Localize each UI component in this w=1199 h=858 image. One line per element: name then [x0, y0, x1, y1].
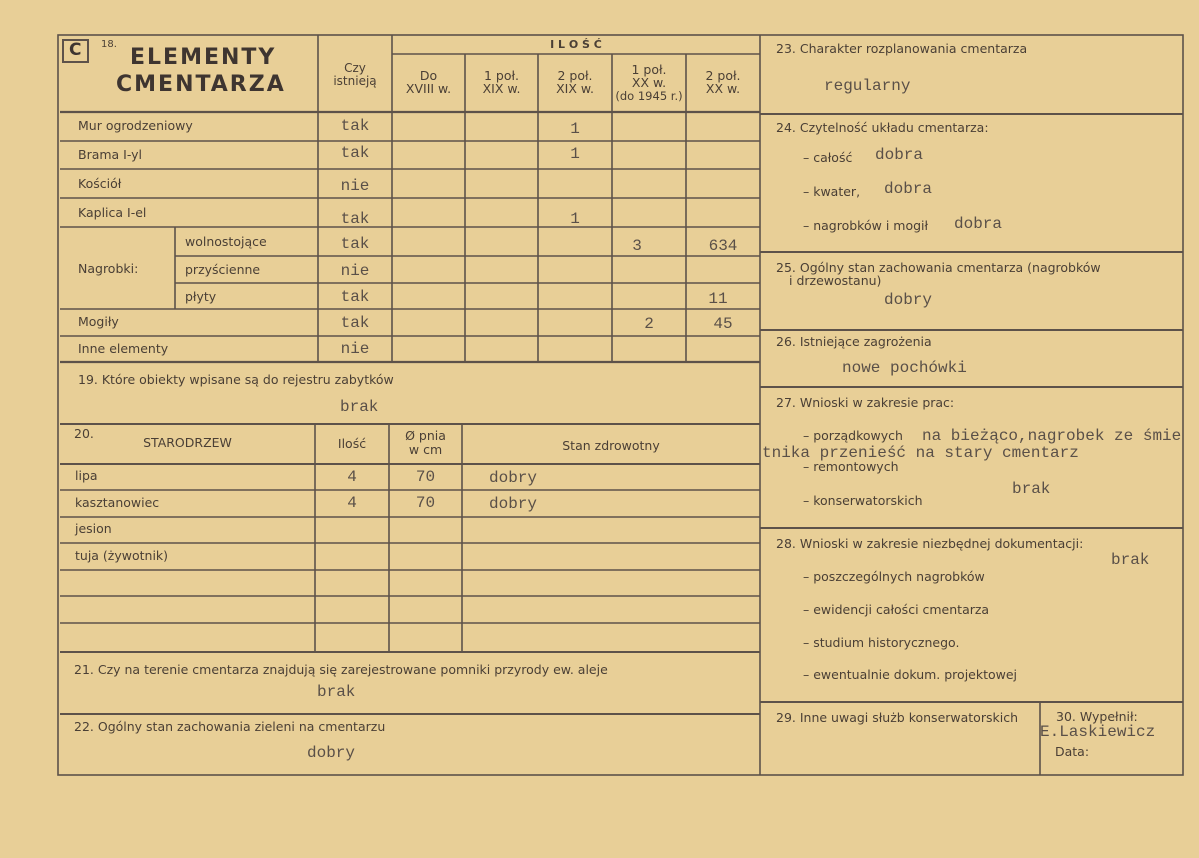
row-inne-exists: nie [340, 340, 370, 358]
q21-value: brak [317, 683, 356, 701]
q28-value: brak [1111, 551, 1150, 569]
q28-item: – studium historycznego. [803, 635, 960, 650]
q24-kwater-value: dobra [884, 180, 933, 198]
q28-item: – poszczególnych nagrobków [803, 569, 985, 584]
tree-row-name: jesion [75, 521, 112, 536]
tree-row-diam: 70 [415, 468, 436, 486]
q25-label-2: i drzewostanu) [789, 273, 882, 288]
q24-nagrobkow-value: dobra [954, 215, 1003, 233]
col-ilosc: I L O Ś Ć [550, 38, 602, 51]
row-kosciol-label: Kościół [78, 176, 122, 191]
row-mogily-p5: 45 [713, 315, 733, 333]
row-plyty-label: płyty [185, 289, 217, 304]
tree-row-health: dobry [489, 495, 538, 513]
q27-label: 27. Wnioski w zakresie prac: [776, 395, 955, 410]
tree-row-name: tuja (żywotnik) [75, 548, 169, 563]
row-plyty-exists: tak [340, 288, 370, 306]
q25-value: dobry [884, 291, 933, 309]
row-brama-exists: tak [340, 144, 370, 162]
q22-value: dobry [307, 744, 356, 762]
q27-konserwatorskich-label: – konserwatorskich [803, 493, 923, 508]
period-4-l1: 1 poł. [631, 62, 667, 77]
row-brama-p3: 1 [570, 145, 580, 163]
row-mur-label: Mur ogrodzeniowy [78, 118, 193, 133]
q26-label: 26. Istniejące zagrożenia [776, 334, 932, 349]
period-1-l2: XVIII w. [405, 81, 452, 96]
period-3-l1: 2 poł. [557, 68, 593, 83]
q20-col-ilosc: Ilość [337, 436, 367, 451]
q27-porzadkowych-value-1: na bieżąco,nagrobek ze śmie [922, 427, 1182, 445]
row-mur-p3: 1 [570, 120, 580, 138]
tree-row-qty: 4 [347, 494, 357, 512]
row-plyty-p5: 11 [708, 290, 728, 308]
row-mur-exists: tak [340, 117, 370, 135]
q24-label: 24. Czytelność układu cmentarza: [776, 120, 989, 135]
row-wolnostojace-p4: 3 [632, 237, 642, 255]
q28-label: 28. Wnioski w zakresie niezbędnej dokumentacji: [776, 536, 1084, 551]
q27-remontowych-label: – remontowych [803, 459, 899, 474]
q19-value: brak [340, 398, 379, 416]
q27-porzadkowych-value-2: tnika przenieść na stary cmentarz [762, 444, 1079, 462]
row-mogily-exists: tak [340, 314, 370, 332]
section-title-line2: CMENTARZA [116, 72, 286, 97]
q21-label: 21. Czy na terenie cmentarza znajdują się zarejestrowane pomniki przyrody ew. aleje [74, 662, 608, 677]
q25-label-1: 25. Ogólny stan zachowania cmentarza (nagrobków [776, 260, 1101, 275]
q23-value: regularny [824, 77, 911, 95]
period-5-l1: 2 poł. [705, 68, 741, 83]
q24-calosc-label: – całość [803, 150, 853, 165]
q30-data-label: Data: [1055, 744, 1090, 759]
row-przyscienne-label: przyścienne [185, 262, 261, 277]
q20-number: 20. [74, 426, 94, 441]
q20-col-stan: Stan zdrowotny [562, 438, 660, 453]
q22-label: 22. Ogólny stan zachowania zieleni na cmentarzu [74, 719, 386, 734]
q27-porzadkowych-label: – porządkowych [803, 428, 903, 443]
period-4-l3: (do 1945 r.) [615, 89, 683, 103]
row-brama-label: Brama I-yl [78, 147, 143, 162]
tree-row-name: lipa [75, 468, 98, 483]
q30-value: E.Laskiewicz [1040, 723, 1156, 741]
period-1-l1: Do [419, 68, 438, 83]
row-kaplica-exists: tak [340, 210, 370, 228]
q20-title: STARODRZEW [143, 435, 232, 450]
row-wolnostojace-exists: tak [340, 235, 370, 253]
row-przyscienne-exists: nie [340, 262, 370, 280]
q20-col-pnia-1: Ø pnia [405, 428, 446, 443]
row-inne-label: Inne elementy [78, 341, 169, 356]
row-mogily-label: Mogiły [78, 314, 119, 329]
q24-calosc-value: dobra [875, 146, 924, 164]
q28-item: – ewidencji całości cmentarza [803, 602, 990, 617]
row-kosciol-exists: nie [340, 177, 370, 195]
q23-label: 23. Charakter rozplanowania cmentarza [776, 41, 1028, 56]
row-kaplica-p3: 1 [570, 210, 580, 228]
q29-label: 29. Inne uwagi służb konserwatorskich [776, 710, 1018, 725]
row-wolnostojace-label: wolnostojące [185, 234, 267, 249]
period-4-l2: XX w. [631, 75, 667, 90]
period-5-l2: XX w. [705, 81, 741, 96]
q19-label: 19. Które obiekty wpisane są do rejestru zabytków [78, 372, 394, 387]
col-czy-istnieja-1: Czy [344, 61, 366, 75]
q30-label: 30. Wypełnił: [1056, 709, 1138, 724]
tree-row-health: dobry [489, 469, 538, 487]
q26-value: nowe pochówki [842, 359, 967, 377]
q27-konserwatorskich-value: brak [1012, 480, 1051, 498]
section-title-line1: ELEMENTY [130, 45, 277, 70]
q20-col-pnia-2: w cm [408, 442, 443, 457]
row-mogily-p4: 2 [644, 315, 654, 333]
q24-kwater-label: – kwater, [803, 184, 861, 199]
tree-row-qty: 4 [347, 468, 357, 486]
period-2-l1: 1 poł. [483, 68, 520, 83]
q28-item: – ewentualnie dokum. projektowej [803, 667, 1018, 682]
col-czy-istnieja-2: istnieją [333, 74, 377, 88]
tree-row-name: kasztanowiec [75, 495, 160, 510]
row-nagrobki-label: Nagrobki: [78, 261, 139, 276]
section-number: 18. [101, 39, 117, 50]
q24-nagrobkow-label: – nagrobków i mogił [803, 218, 929, 233]
row-kaplica-label: Kaplica I-el [78, 205, 147, 220]
section-letter: C [69, 40, 82, 60]
tree-row-diam: 70 [415, 494, 436, 512]
period-2-l2: XIX w. [482, 81, 521, 96]
period-3-l2: XIX w. [556, 81, 594, 96]
row-wolnostojace-p5: 634 [708, 237, 738, 255]
